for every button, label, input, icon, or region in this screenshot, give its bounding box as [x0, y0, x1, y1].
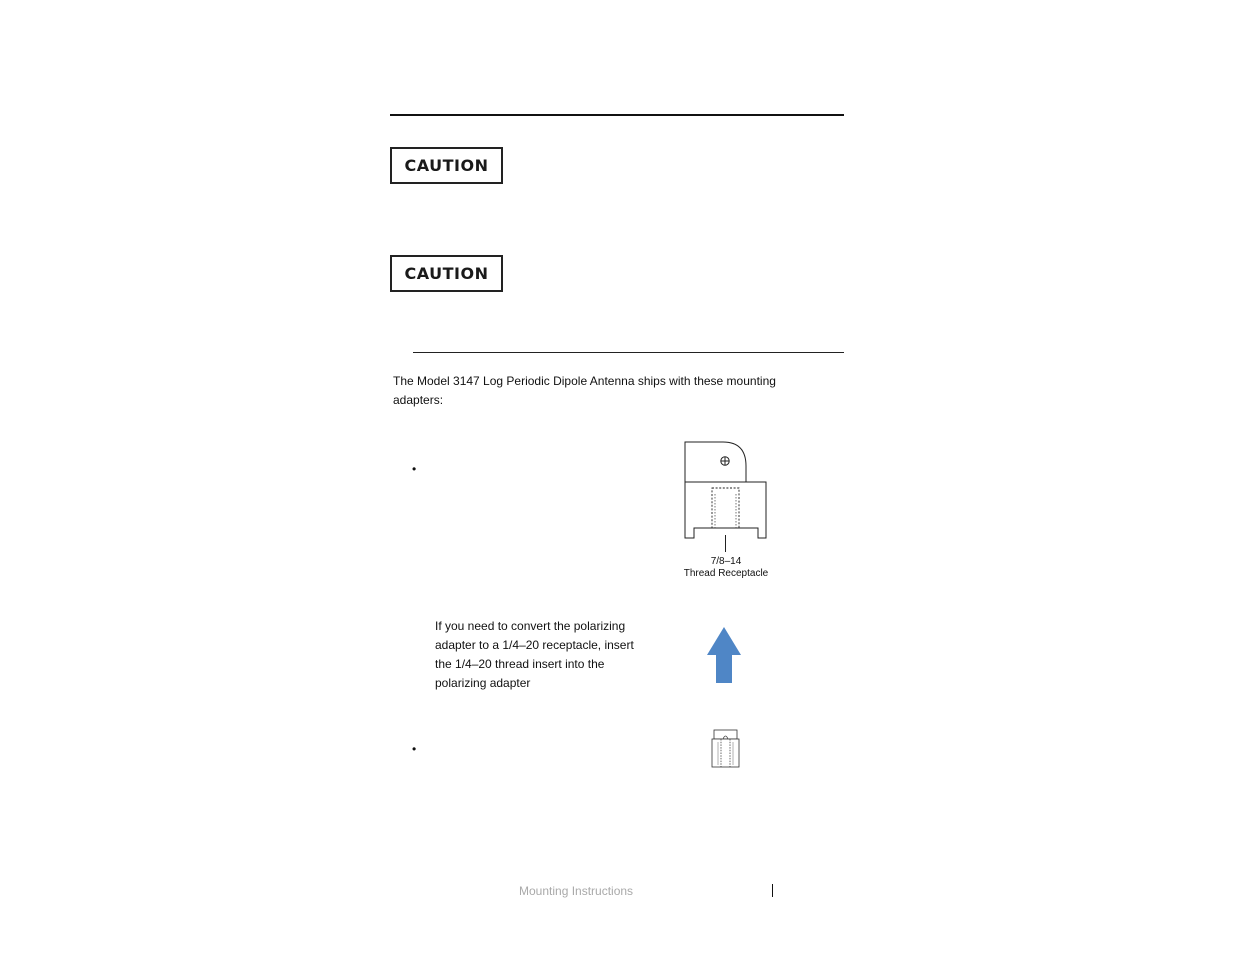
footer-section-title: Mounting Instructions	[519, 884, 634, 898]
bullet-polarizing-adapter: •	[412, 462, 417, 476]
section-rule	[413, 352, 844, 353]
thread-receptacle-label: Thread Receptacle	[683, 568, 769, 579]
intro-paragraph: The Model 3147 Log Periodic Dipole Antenna ships with these mounting adapters:	[393, 374, 776, 407]
conversion-note: If you need to convert the polarizing adapter to a 1/4–20 receptacle, insert the 1/4–20 thread insert into the polarizing adapter	[435, 619, 634, 690]
footer-separator	[772, 884, 773, 897]
caution-badge-2: CAUTION	[390, 255, 503, 292]
up-arrow-icon	[706, 626, 742, 684]
thread-size-label: 7/8–14	[710, 556, 742, 567]
caution-badge-1: CAUTION	[390, 147, 503, 184]
thread-insert-drawing	[709, 728, 743, 770]
bullet-thread-insert: •	[412, 742, 417, 756]
top-rule	[390, 114, 844, 116]
